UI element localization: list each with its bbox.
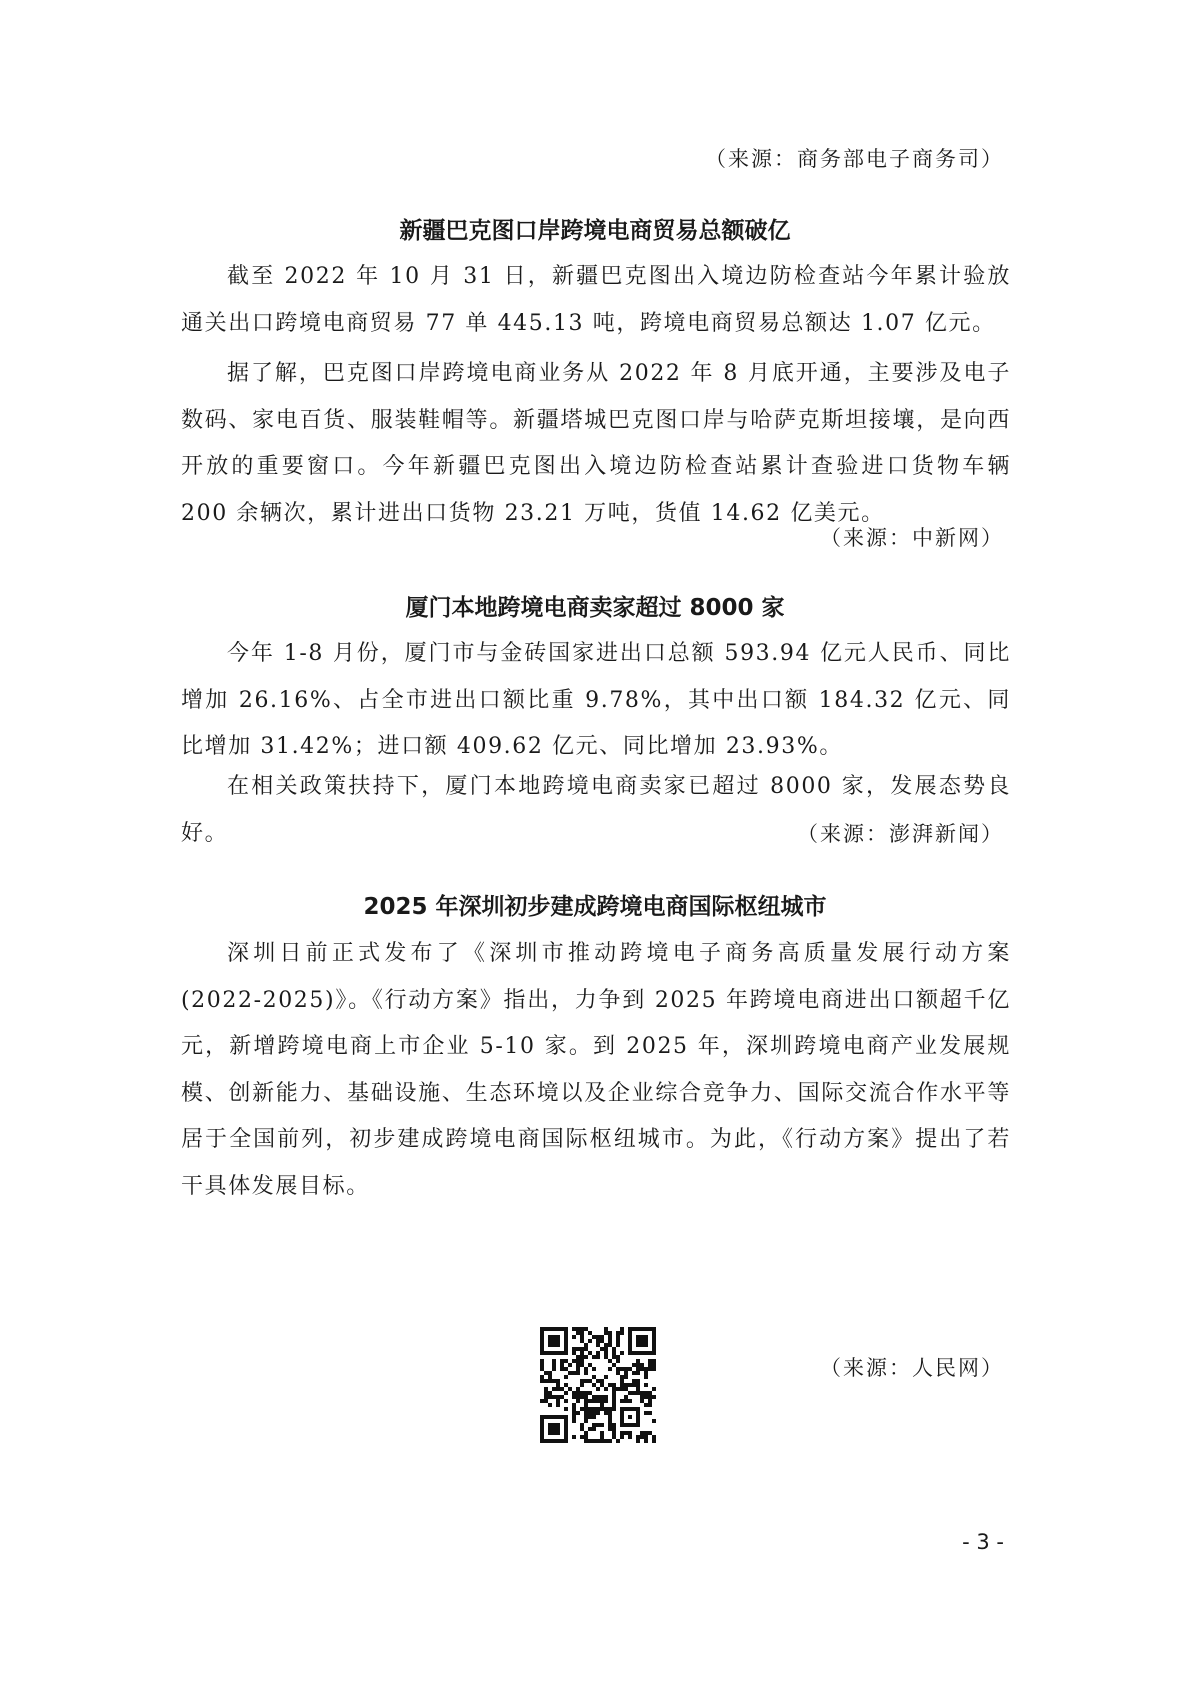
source-line-1: （来源：商务部电子商务司）: [705, 147, 1004, 171]
article-3-paragraph-1: 深圳日前正式发布了《深圳市推动跨境电子商务高质量发展行动方案(2022-2025)》。《行动方案》指出，力争到 2025 年跨境电商进出口额超千亿元，新增跨境电商上市企业 5-10 家。到 2025 年，深圳跨境电商产业发展规模、创新能力、基础设施、生态环境以及企业综合竞争力、国际交流合作水平等居于全国前列，初步建成跨境电商国际枢纽城市。为此，《行动方案》提出了若干具体发展目标。: [181, 941, 1011, 1199]
article-1-paragraph-2: 据了解，巴克图口岸跨境电商业务从 2022 年 8 月底开通，主要涉及电子数码、家电百货、服装鞋帽等。新疆塔城巴克图口岸与哈萨克斯坦接壤，是向西开放的重要窗口。今年新疆巴克图出入境边防检查站累计查验进口货物车辆 200 余辆次，累计进出口货物 23.21 万吨，货值 14.62 亿美元。: [181, 361, 1011, 526]
article-1-paragraph-1: 截至 2022 年 10 月 31 日，新疆巴克图出入境边防检查站今年累计验放通关出口跨境电商贸易 77 单 445.13 吨，跨境电商贸易总额达 1.07 亿元。: [181, 264, 1011, 336]
article-2-title: 厦门本地跨境电商卖家超过 8000 家: [405, 595, 785, 621]
article-2-paragraph-1: 今年 1-8 月份，厦门市与金砖国家进出口总额 593.94 亿元人民币、同比增加 26.16%、占全市进出口额比重 9.78%，其中出口额 184.32 亿元、同比增加 31.42%；进口额 409.62 亿元、同比增加 23.93%。: [181, 641, 1011, 759]
article-3-title: 2025 年深圳初步建成跨境电商国际枢纽城市: [363, 894, 827, 920]
page-number: - 3 -: [962, 1530, 1004, 1554]
source-line-4: （来源：人民网）: [820, 1356, 1004, 1380]
qr-code-icon: [540, 1327, 656, 1443]
source-line-3: （来源：澎湃新闻）: [797, 822, 1004, 846]
source-line-2: （来源：中新网）: [820, 526, 1004, 550]
article-1-title: 新疆巴克图口岸跨境电商贸易总额破亿: [399, 218, 791, 244]
article-2-paragraph-2: 在相关政策扶持下，厦门本地跨境电商卖家已超过 8000 家，发展态势良好。: [181, 774, 1011, 846]
